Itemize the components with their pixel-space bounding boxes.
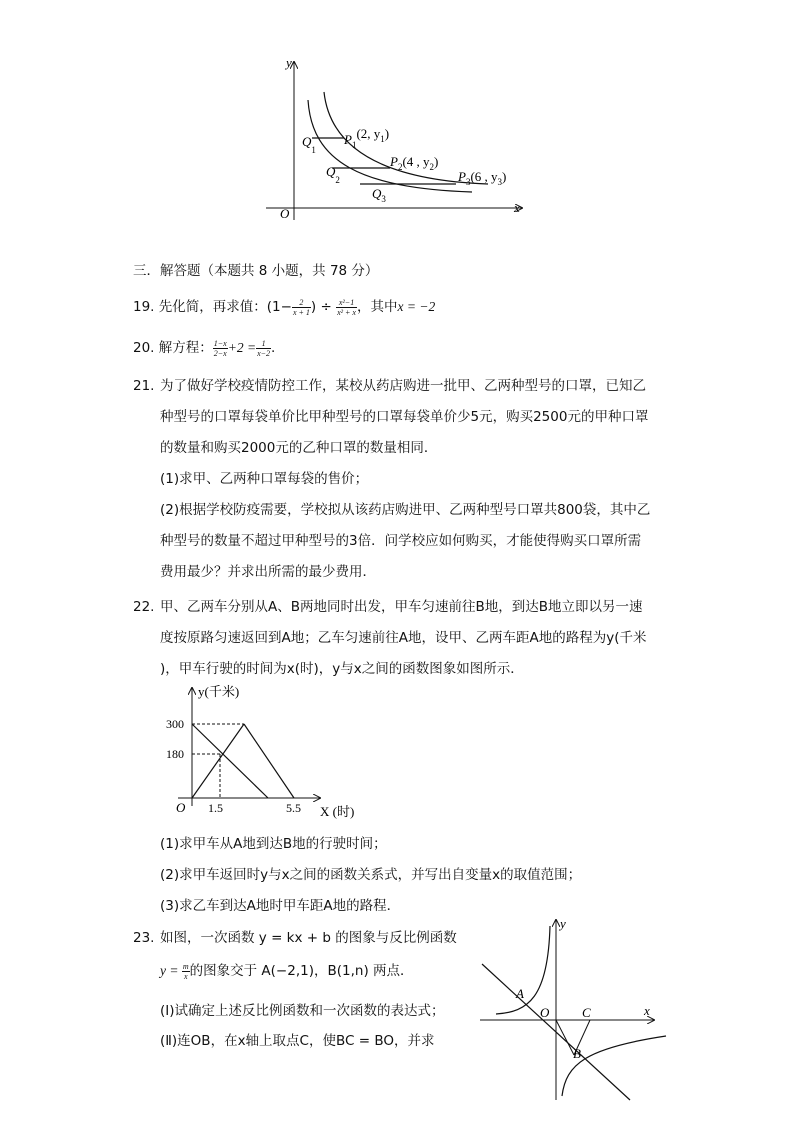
q21-sub-1: (1)求甲、乙两种口罩每袋的售价； xyxy=(160,471,369,487)
q20-fraction-1: $\frac{1-x}{2-x}$ xyxy=(213,338,227,358)
point-q1: $Q_1$ xyxy=(302,134,316,155)
tick-5-5: 5.5 xyxy=(286,801,301,815)
q19-condition: x = −2 xyxy=(397,299,436,314)
question-number: 20. xyxy=(133,340,155,356)
car-jia-outbound xyxy=(192,724,244,798)
y-axis-label: y xyxy=(286,55,292,70)
q23-fraction: $\frac{m}{x}$ xyxy=(182,961,189,981)
point-p3: $P_3(6$ , $y_3$) xyxy=(458,169,507,187)
point-p1: $P_1(2$, $y_1$) xyxy=(344,126,390,150)
tick-1-5: 1.5 xyxy=(208,801,223,815)
q23-line-1: 如图，一次函数 y = kx + b 的图象与反比例函数 xyxy=(160,930,457,946)
q20-fraction-2: $\frac{1}{x-2}$ xyxy=(257,338,271,358)
question-number: 19. xyxy=(133,299,155,315)
q21-line-3: 的数量和购买2000元的乙种口罩的数量相同． xyxy=(160,440,438,456)
q22-line-1: 甲、乙两车分别从A、B两地同时出发，甲车匀速前往B地，到达B地立即以另一速 xyxy=(160,599,643,615)
q20-prefix: 解方程： xyxy=(158,340,213,356)
question-number: 23. xyxy=(133,930,155,946)
q21-line-1: 为了做好学校疫情防控工作，某校从药店购进一批甲、乙两种型号的口罩，已知乙 xyxy=(160,378,646,394)
graph-origin: O xyxy=(176,800,186,815)
q20-mid: +2 = xyxy=(227,340,257,355)
q20-suffix: . xyxy=(271,340,276,356)
q21-line-2: 种型号的口罩每袋单价比甲种型号的口罩每袋单价少5元，购买2500元的甲种口罩 xyxy=(160,409,649,425)
tick-180: 180 xyxy=(166,747,184,761)
q22-sub-3: (3)求乙车到达A地时甲车距A地的路程． xyxy=(160,898,401,914)
q19-suffix: ，其中 xyxy=(356,299,398,315)
origin-label: O xyxy=(280,206,290,221)
q19-fraction-1: $\frac{2}{x + 1}$ xyxy=(292,297,310,317)
car-jia-return xyxy=(244,724,294,798)
point-b: B xyxy=(573,1046,581,1061)
question-number: 21. xyxy=(133,378,155,394)
q23-line-2: y = $\frac{m}{x}$ 的图象交于 A(−2,1)，B(1,n) 两点． xyxy=(160,961,414,981)
point-c: C xyxy=(582,1005,591,1020)
q19-prefix: 先化简，再求值：(1− xyxy=(158,299,292,315)
q19-fraction-2: $\frac{\text{x²−1}}{\text{x² + x}}$ xyxy=(337,297,356,317)
tick-300: 300 xyxy=(166,717,184,731)
q21-sub-2: (2)根据学校防疫需要，学校拟从该药店购进甲、乙两种型号口罩共800袋，其中乙 xyxy=(160,502,651,518)
segment-ob xyxy=(556,1020,574,1055)
q22-sub-2: (2)求甲车返回时y与x之间的函数关系式，并写出自变量x的取值范围； xyxy=(160,867,582,883)
point-p2: $P_2(4$ , $y_2$) xyxy=(390,154,439,172)
car-yi-line xyxy=(192,724,268,798)
q23-sub-2: (Ⅱ)连OB，在x轴上取点C，使BC = BO，并求 xyxy=(160,1033,435,1049)
point-q2: $Q_2$ xyxy=(326,164,340,185)
hyperbola-line-graph xyxy=(476,914,676,1104)
question-20 xyxy=(133,338,275,358)
q22-line-3: )，甲车行驶的时间为x(时)，y与x之间的函数图象如图所示． xyxy=(160,661,524,677)
q23-origin: O xyxy=(540,1005,550,1020)
q21-line-7: 费用最少？并求出所需的最少费用． xyxy=(160,564,376,580)
question-number: 22. xyxy=(133,599,155,615)
hyperbola-lower-right xyxy=(562,1036,666,1096)
q22-sub-1: (1)求甲车从A地到达B地的行驶时间； xyxy=(160,836,387,852)
graph-y-label: y(千米) xyxy=(198,684,240,699)
x-axis-label: x xyxy=(514,200,520,215)
inverse-function-figure xyxy=(260,52,540,227)
q23-x-label: x xyxy=(644,1003,650,1018)
q23-sub-1: (Ⅰ)试确定上述反比例函数和一次函数的表达式； xyxy=(160,1003,445,1019)
section-title: 三．解答题（本题共 8 小题，共 78 分） xyxy=(133,263,379,279)
graph-x-label: X (时) xyxy=(320,804,355,819)
q23-y-label: y xyxy=(560,916,566,931)
point-a: A xyxy=(516,986,524,1001)
q19-mid: ) ÷ xyxy=(310,299,337,315)
point-q3: $Q_3$ xyxy=(372,186,386,204)
distance-time-graph xyxy=(160,684,390,824)
q21-line-6: 种型号的数量不超过甲种型号的3倍．问学校应如何购买，才能使得购买口罩所需 xyxy=(160,533,642,549)
question-19 xyxy=(133,297,435,317)
q22-line-2: 度按原路匀速返回到A地；乙车匀速前往A地，设甲、乙两车距A地的路程为y(千米 xyxy=(160,630,647,646)
